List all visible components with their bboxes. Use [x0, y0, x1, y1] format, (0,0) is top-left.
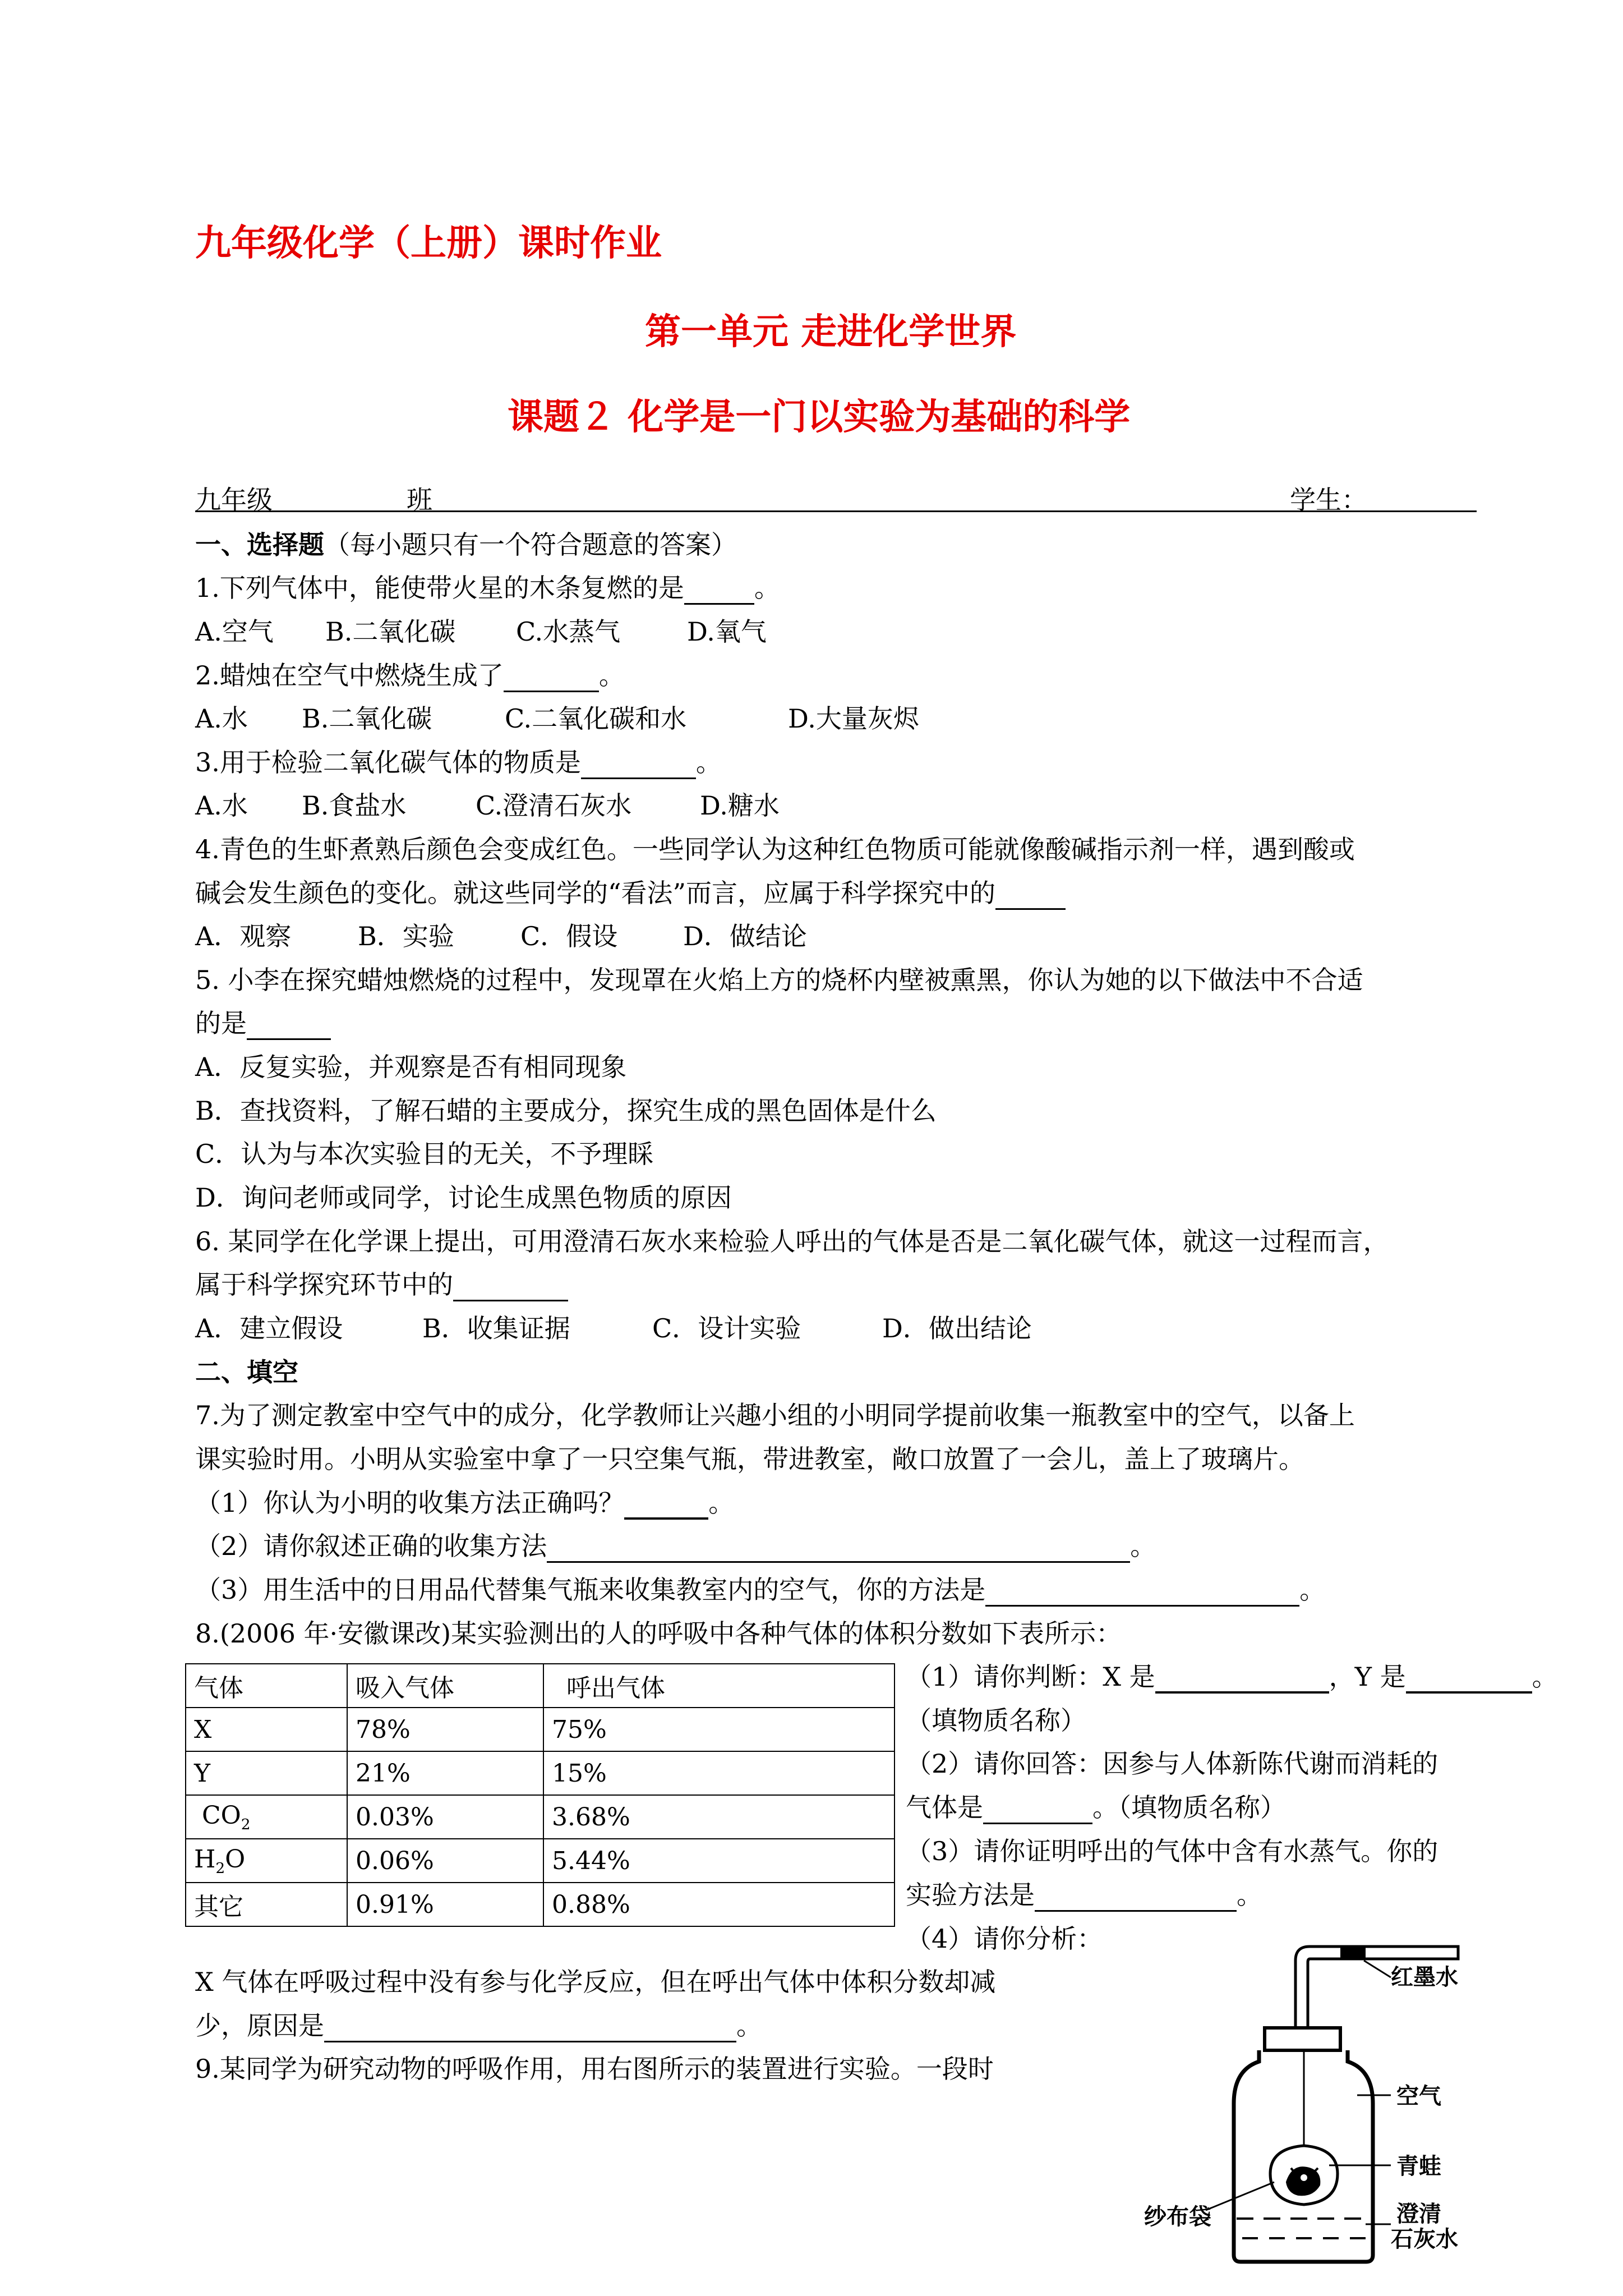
q7-sub3-blank[interactable]	[985, 1578, 1299, 1607]
label-air: 空气	[1396, 2083, 1441, 2109]
q8-sub1-end: 。	[1532, 1662, 1558, 1692]
table-cell: 其它	[186, 1883, 347, 1926]
question-2	[195, 655, 625, 692]
table-cell: 21%	[347, 1751, 543, 1795]
class-label: 班	[407, 485, 432, 515]
q3-end: 。	[695, 747, 722, 777]
section-heading-label: 一、选择题	[195, 530, 324, 560]
leader-red-ink	[1364, 1961, 1391, 1977]
q8-sub2-text: 气体是	[906, 1792, 983, 1823]
q8-sub-2: （2）请你回答：因参与人体新陈代谢而消耗的	[906, 1749, 1438, 1779]
page-title: 九年级化学（上册）课时作业	[195, 222, 662, 264]
q4-options	[195, 916, 807, 953]
q7-sub3-text: （3）用生活中的日用品代替集气瓶来收集教室内的空气，你的方法是	[195, 1575, 986, 1605]
q6-blank[interactable]	[453, 1273, 568, 1301]
h2o-tail: O	[225, 1844, 246, 1874]
q4-blank[interactable]	[995, 881, 1066, 910]
q1-stem: 1.下列气体中，能使带火星的木条复燃的是	[195, 573, 684, 603]
q8-sub1-text: （1）请你判断：X 是	[906, 1662, 1155, 1692]
table-cell: Y	[186, 1751, 347, 1795]
q6-option-c[interactable]: C．设计实验	[652, 1313, 801, 1343]
q8-sub2-end: 。（填物质名称）	[1092, 1792, 1286, 1823]
q9-stem: 9.某同学为研究动物的呼吸作用，用右图所示的装置进行实验。一段时	[195, 2054, 994, 2084]
q2-end: 。	[598, 660, 625, 691]
q8-sub3-end: 。	[1237, 1880, 1262, 1910]
red-ink-drop	[1340, 1948, 1366, 1958]
q7-sub1-end: 。	[708, 1488, 735, 1518]
frog-icon	[1287, 2168, 1319, 2194]
q5-option-c[interactable]: C．认为与本次实验目的无关，不予理睬	[195, 1139, 654, 1169]
lesson-title: 课题２ 化学是一门以实验为基础的科学	[508, 396, 1131, 438]
q7-sub3-end: 。	[1299, 1575, 1326, 1605]
q3-option-b[interactable]: B.食盐水	[302, 790, 407, 821]
table-cell-h2o	[186, 1839, 347, 1883]
section-note: （每小题只有一个符合题意的答案）	[324, 530, 737, 560]
q8-sub1-note: （填物质名称）	[906, 1705, 1086, 1736]
unit-title: 第一单元 走进化学世界	[645, 311, 1017, 353]
q8-sub-3: （3）请你证明呼出的气体中含有水蒸气。你的	[906, 1836, 1438, 1866]
label-red-ink: 红墨水	[1391, 1964, 1458, 1990]
table-cell-co2	[186, 1795, 347, 1839]
q4-line-2	[195, 873, 1066, 910]
q5-option-a[interactable]: A．反复实验，并观察是否有相同现象	[195, 1052, 627, 1082]
student-line-rule	[195, 510, 1477, 512]
q1-option-c[interactable]: C.水蒸气	[516, 616, 621, 647]
q8-x-line-1: X 气体在呼吸过程中没有参与化学反应，但在呼出气体中体积分数却减	[195, 1967, 996, 1997]
section-heading-fill: 二、填空	[195, 1357, 298, 1387]
label-gauze: 纱布袋	[1144, 2204, 1211, 2230]
q6-option-b[interactable]: B．收集证据	[422, 1313, 570, 1343]
q5-line-1: 5. 小李在探究蜡烛燃烧的过程中，发现罩在火焰上方的烧杯内壁被熏黑，你认为她的以下做法中不合适	[195, 965, 1363, 995]
q3-option-a[interactable]: A.水	[195, 790, 248, 821]
q1-option-a[interactable]: A.空气	[195, 616, 274, 647]
q8-x-blank[interactable]	[1155, 1664, 1329, 1694]
q6-line-2	[195, 1264, 568, 1301]
table-row	[186, 1751, 895, 1795]
q7-sub2-blank[interactable]	[547, 1534, 1130, 1563]
table-cell: 0.91%	[347, 1883, 543, 1926]
q7-sub-1	[195, 1483, 734, 1520]
q7-sub1-text: （1）你认为小明的收集方法正确吗？	[195, 1488, 625, 1518]
q7-line-2: 课实验时用。小明从实验室中拿了一只空集气瓶，带进教室，敞口放置了一会儿，盖上了玻璃片。	[195, 1444, 1304, 1474]
table-row	[186, 1795, 895, 1839]
q1-blank[interactable]	[684, 576, 754, 605]
q2-option-a[interactable]: A.水	[195, 703, 248, 734]
table-cell: X	[186, 1708, 347, 1751]
q8-stem: 8.(2006 年·安徽课改)某实验测出的人的呼吸中各种气体的体积分数如下表所示：	[195, 1618, 1122, 1649]
q6-option-d[interactable]: D．做出结论	[882, 1313, 1032, 1343]
q6-line-1: 6. 某同学在化学课上提出，可用澄清石灰水来检验人呼出的气体是否是二氧化碳气体，就这一过程而言，	[195, 1226, 1389, 1257]
label-lime-1: 澄清	[1396, 2201, 1441, 2227]
q1-end: 。	[754, 573, 780, 603]
q3-blank[interactable]	[581, 751, 696, 779]
label-frog: 青蛙	[1396, 2154, 1441, 2179]
q8-x-reason-blank[interactable]	[324, 2014, 736, 2042]
table-header-exhaled: 呼出气体	[543, 1664, 895, 1708]
q4-option-a[interactable]: A．观察	[195, 921, 292, 951]
table-row	[186, 1708, 895, 1751]
q7-sub2-end: 。	[1130, 1531, 1156, 1561]
q3-options	[195, 785, 780, 822]
table-header-row	[186, 1664, 895, 1708]
gas-composition-table	[185, 1663, 895, 1927]
question-3	[195, 742, 722, 779]
q5-blank[interactable]	[247, 1011, 331, 1040]
q4-line-1: 4.青色的生虾煮熟后颜色会变成红色。一些同学认为这种红色物质可能就像酸碱指示剂一样，遇到酸或	[195, 834, 1355, 864]
grade-label: 九年级	[195, 485, 273, 515]
table-cell: 0.06%	[347, 1839, 543, 1883]
co2-formula: CO	[202, 1801, 241, 1830]
q8-sub3-blank[interactable]	[1035, 1883, 1237, 1912]
co2-subscript: 2	[241, 1815, 251, 1833]
q8-sub2-blank[interactable]	[983, 1796, 1092, 1824]
q4-option-b[interactable]: B．实验	[358, 921, 454, 951]
q5-stem: 的是	[195, 1008, 247, 1038]
q1-option-b[interactable]: B.二氧化碳	[325, 616, 456, 647]
q8-sub-1	[906, 1657, 1558, 1694]
leader-gauze	[1206, 2182, 1274, 2210]
q2-option-c[interactable]: C.二氧化碳和水	[505, 703, 687, 734]
table-cell: 0.88%	[543, 1883, 895, 1926]
table-row	[186, 1839, 895, 1883]
student-label: 学生：	[1290, 485, 1367, 515]
q4-stem: 碱会发生颜色的变化。就这些同学的“看法”而言，应属于科学探究中的	[195, 878, 996, 908]
label-lime-2: 石灰水	[1391, 2226, 1458, 2252]
q7-sub-3	[195, 1570, 1325, 1607]
q2-options	[195, 698, 919, 735]
q8-sub-4: （4）请你分析：	[906, 1924, 1103, 1954]
q8-sub1-y: ，Y 是	[1329, 1662, 1406, 1692]
q3-option-d[interactable]: D.糖水	[700, 790, 780, 821]
q3-stem: 3.用于检验二氧化碳气体的物质是	[195, 747, 581, 777]
question-1	[195, 568, 780, 605]
q4-option-c[interactable]: C．假设	[520, 921, 618, 951]
table-header-inhaled: 吸入气体	[347, 1664, 543, 1708]
q2-option-d[interactable]: D.大量灰烬	[788, 703, 919, 734]
q8-sub3-line2	[906, 1875, 1262, 1912]
frog-eye	[1301, 2174, 1307, 2181]
q8-y-blank[interactable]	[1406, 1664, 1532, 1694]
h2o-formula: H	[194, 1844, 216, 1874]
q5-option-b[interactable]: B．查找资料，了解石蜡的主要成分，探究生成的黑色固体是什么	[195, 1096, 937, 1126]
q7-line-1: 7.为了测定教室中空气中的成分，化学教师让兴趣小组的小明同学提前收集一瓶教室中的空气，以备上	[195, 1400, 1355, 1430]
q1-option-d[interactable]: D.氧气	[687, 616, 767, 647]
q8-x-text: 少，原因是	[195, 2010, 324, 2041]
stopper	[1265, 2028, 1340, 2050]
q5-line-2	[195, 1003, 331, 1040]
q7-sub2-text: （2）请你叙述正确的收集方法	[195, 1531, 547, 1561]
q6-stem: 属于科学探究环节中的	[195, 1269, 453, 1300]
q2-blank[interactable]	[504, 664, 599, 692]
table-cell: 0.03%	[347, 1795, 543, 1839]
section-heading-choice	[195, 524, 737, 562]
q2-stem: 2.蜡烛在空气中燃烧生成了	[195, 660, 504, 691]
table-row	[186, 1883, 895, 1926]
q8-x-end: 。	[736, 2010, 762, 2041]
q6-option-a[interactable]: A．建立假设	[195, 1313, 343, 1343]
q8-sub3-text: 实验方法是	[906, 1880, 1035, 1910]
apparatus-figure	[1144, 1918, 1492, 2277]
table-cell: 5.44%	[543, 1839, 895, 1883]
q5-option-d[interactable]: D．询问老师或同学，讨论生成黑色物质的原因	[195, 1182, 732, 1213]
q4-option-d[interactable]: D．做结论	[683, 921, 807, 951]
table-cell: 3.68%	[543, 1795, 895, 1839]
table-header-gas: 气体	[186, 1664, 347, 1708]
q8-sub2-line2	[906, 1787, 1286, 1824]
q1-options	[195, 611, 767, 648]
q7-sub-2	[195, 1526, 1156, 1563]
q7-sub1-blank[interactable]	[624, 1490, 708, 1520]
h2o-subscript: 2	[215, 1859, 225, 1877]
table-cell: 15%	[543, 1751, 895, 1795]
q2-option-b[interactable]: B.二氧化碳	[302, 703, 432, 734]
q6-options	[195, 1308, 1032, 1345]
table-cell: 75%	[543, 1708, 895, 1751]
q8-x-line-2	[195, 2005, 762, 2042]
q3-option-c[interactable]: C.澄清石灰水	[476, 790, 632, 821]
table-cell: 78%	[347, 1708, 543, 1751]
